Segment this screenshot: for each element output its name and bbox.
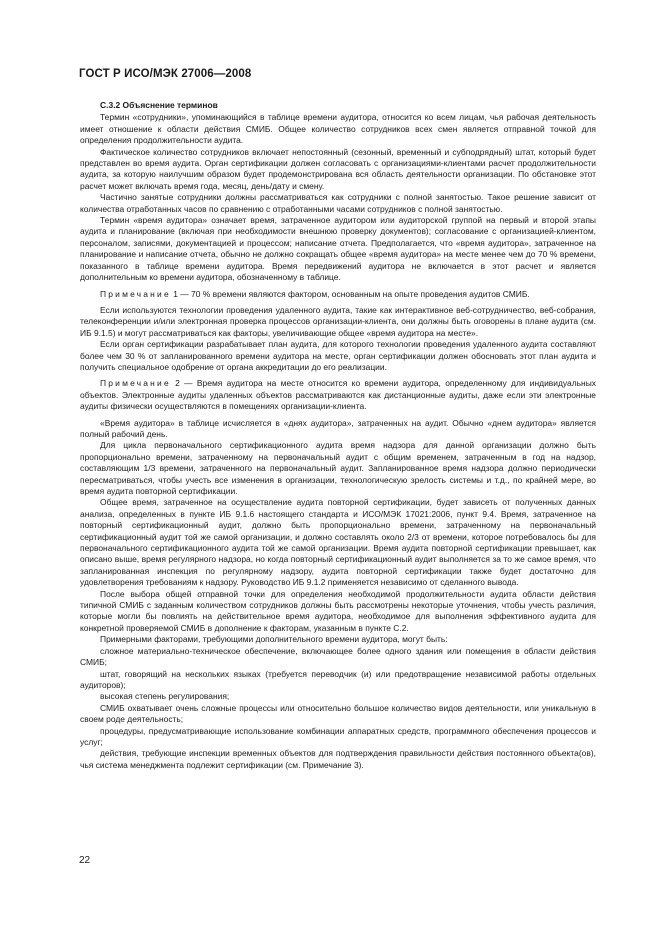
paragraph: Примерными факторами, требующими дополнительного времени аудитора, могут быть: xyxy=(100,634,448,645)
list-item: высокая степень регулирования; xyxy=(100,691,230,702)
note-text: 2 — Время аудитора на месте относится ко времени аудитора, определенному для индивидуальных объектов. Электронные аудиты удаленных объектов рассматриваются как дистанционные аудиты, даже если эти электронные аудиты физически осуществляются в помещениях организации-клиента. xyxy=(80,378,596,412)
paragraph: После выбора общей отправной точки для определения необходимой продолжительности аудита области действия типичной СМИБ с заданным количеством сотрудников должны быть рассмотрены некоторые уточнения, чтобы учесть различия, которые могли бы повлиять на действительное время аудитора, необходимое для выполнения эффективного аудита для конкретной проверяемой СМИБ в дополнение к факторам, указанным в пункте С.2. xyxy=(80,588,596,633)
document-header: ГОСТ Р ИСО/МЭК 27006—2008 xyxy=(79,68,252,80)
list-item: действия, требующие инспекции временных объектов для подтверждения правильности действия постоянного объекта(ов), чья система менеджмента подлежит сертификации (см. Примечание 3). xyxy=(80,748,596,770)
note-2 xyxy=(80,378,596,412)
list-item: штат, говорящий на нескольких языках (требуется переводчик (и) или предотвращение независимой работы отдельных аудиторов); xyxy=(80,668,596,690)
paragraph: Частично занятые сотрудники должны рассматриваться как сотрудники с полной занятостью. Такое решение зависит от количества отработанных часов по сравнению с отработанными часами сотрудников с полной занятостью. xyxy=(80,192,596,214)
note-1 xyxy=(80,289,596,300)
paragraph: Фактическое количество сотрудников включает непостоянный (сезонный, временный и субподрядный) штат, который будет представлен во время аудита. Орган сертификации должен согласовать с организациями-клиентами расчет продолжительности аудита, за которую наилучшим образом будет продемонстрирована вся область деятельности организации. По обстановке этот расчет может включать время года, месяц, день/дату и смену. xyxy=(80,146,596,191)
paragraph: «Время аудитора» в таблице исчисляется в «днях аудитора», затраченных на аудит. Обычно «днем аудитора» является полный рабочий день. xyxy=(80,417,596,439)
page-content xyxy=(80,100,596,771)
paragraph: Общее время, затраченное на осуществление аудита повторной сертификации, будет зависеть от полученных данных анализа, определенных в пункте ИБ 9.1.6 настоящего стандарта и ИСО/МЭК 17021:2006, пункт 9.4. Время, затраченное на повторный сертификационный аудит, должно быть пропорционально времени, затраченному на первоначальный сертификационный аудит той же самой организации, и должно составлять около 2/3 от времени, которое потребовалось бы для первоначального сертификационного аудита той же самой организации. Время аудита повторной сертификации превышает, как описано выше, время регулярного надзора, но когда повторный сертификационный аудит выполняется за то же самое время, что запланированная инспекция по регулярному надзору, аудита повторной сертификации также будет достаточно для удовлетворения требованиям к надзору. Руководство ИБ 9.1.2 применяется независимо от сделанного вывода. xyxy=(80,497,596,588)
paragraph: Термин «время аудитора» означает время, затраченное аудитором или аудиторской группой на первый и второй этапы аудита и планирование (включая при необходимости внешнюю проверку документов); согласование с организацией-клиентом, персоналом, записями, документацией и процессом; написание отчета. Предполагается, что «время аудитора», затраченное на планирование и написание отчета, обычно не должно сокращать общее «время аудитора» на месте менее чем до 70 % времени, показанного в таблице времени аудитора. Время передвижений аудитора не включается в этот расчет и является дополнительным ко времени аудитора, обозначенному в таблице. xyxy=(80,215,596,283)
note-text: 1 — 70 % времени являются фактором, основанным на опыте проведения аудитов СМИБ. xyxy=(170,288,530,299)
paragraph: Если используются технологии проведения удаленного аудита, такие как интерактивное веб-сотрудничество, веб-собрания, телеконференции и/или электронная проверка процессов организации-клиента, они должны быть оговорены в плане аудита (см. ИБ 9.1.5) и могут рассматриваться как факторы, увеличивающие общее «время аудитора на месте». xyxy=(80,304,596,338)
paragraph: Если орган сертификации разрабатывает план аудита, для которого технологии проведения удаленного аудита составляют более чем 30 % от запланированного времени аудитора на месте, орган сертификации должен обосновать этот план аудита и получить специальное одобрение от органа аккредитации до его реализации. xyxy=(80,339,596,372)
paragraph: Для цикла первоначального сертификационного аудита время надзора для данной организации должно быть пропорционально времени, затраченному на первоначальный аудит с общим временем, затраченным в год на надзор, составляющим 1/3 времени, затраченного на первоначальный аудит. Запланированное время надзора должно периодически пересматриваться, чтобы учесть все изменения в организации, технологическую зрелость системы и т.д., по крайней мере, во время аудита повторной сертификации. xyxy=(80,440,596,496)
note-label: Примечание xyxy=(100,378,171,389)
list-item: сложное материально-техническое обеспечение, включающее более одного здания или помещения в области действия СМИБ; xyxy=(80,645,596,668)
note-label: Примечание xyxy=(100,288,171,299)
list-item: процедуры, предусматривающие использование комбинации аппаратных средств, программного обеспечения процессов и услуг; xyxy=(80,725,596,747)
section-heading: С.3.2 Объяснение терминов xyxy=(100,100,218,110)
paragraph: Термин «сотрудники», упоминающийся в таблице времени аудитора, относится ко всем лицам, чья рабочая деятельность имеет отношение к области действия СМИБ. Общее количество сотрудников всех смен является отправной точкой для определения продолжительности аудита. xyxy=(80,112,596,146)
page-number: 22 xyxy=(79,855,91,866)
list-item: СМИБ охватывает очень сложные процессы или относительно большое количество видов деятельности, или уникальную в своем роде деятельность; xyxy=(80,702,596,725)
